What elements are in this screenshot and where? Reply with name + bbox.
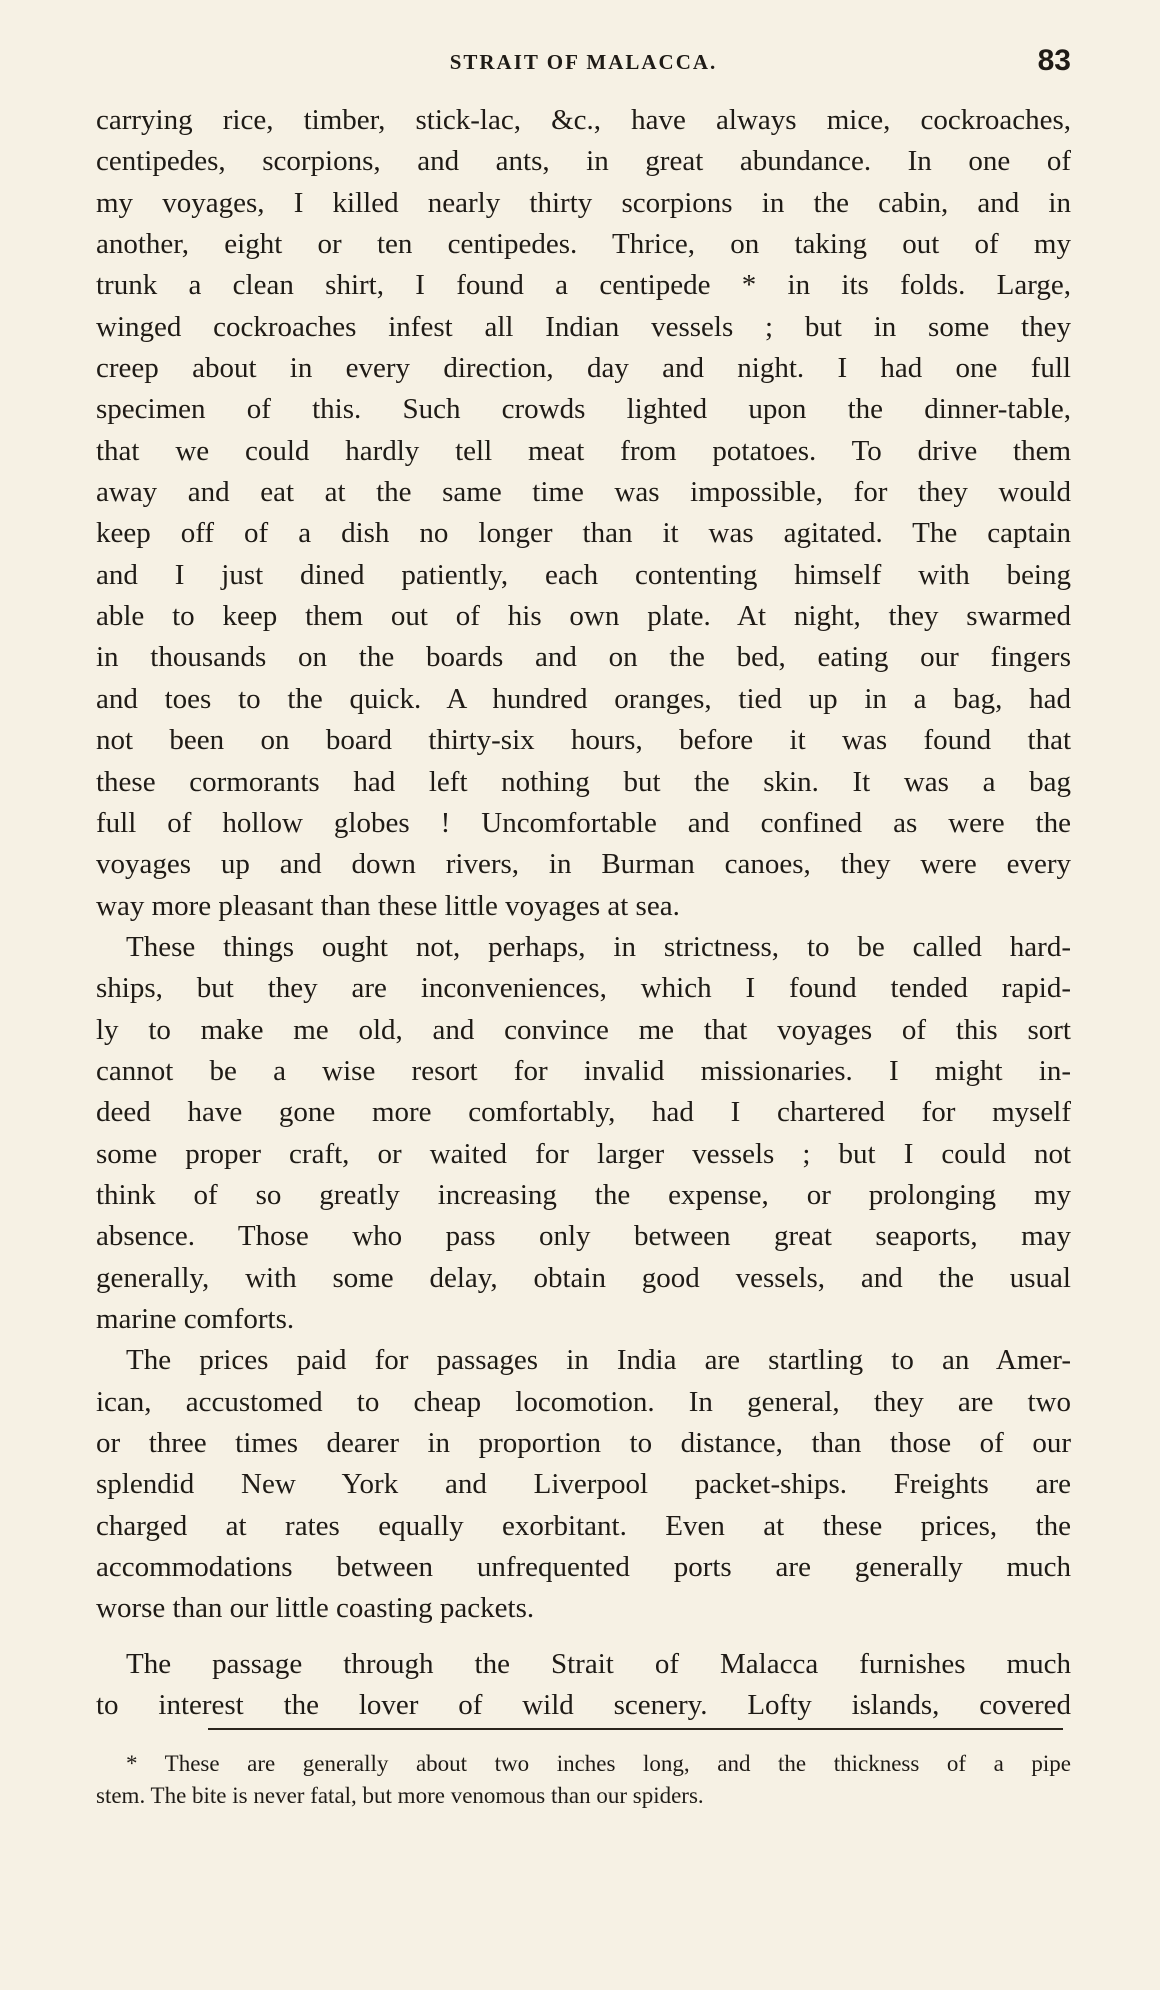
text-line: able to keep them out of his own plate. At night, they swarmed [96, 600, 1071, 633]
text-line: my voyages, I killed nearly thirty scorpions in the cabin, and in [96, 186, 1071, 219]
text-line: The passage through the Strait of Malacca furnishes much [126, 1647, 1071, 1680]
text-line: trunk a clean shirt, I found a centipede * in its folds. Large, [96, 269, 1071, 302]
running-title: STRAIT OF MALACCA. [449, 50, 718, 74]
text-line: absence. Those who pass only between great seaports, may [96, 1220, 1071, 1253]
text-line: ly to make me old, and convince me that voyages of this sort [96, 1013, 1071, 1046]
page-number: 83 [1037, 44, 1071, 77]
text-line: cannot be a wise resort for invalid missionaries. I might in- [96, 1054, 1071, 1087]
text-line: voyages up and down rivers, in Burman canoes, they were every [96, 848, 1071, 881]
text-line: marine comforts. [96, 1302, 295, 1335]
text-line: full of hollow globes ! Uncomfortable and confined as were the [96, 806, 1071, 839]
text-line: generally, with some delay, obtain good vessels, and the usual [96, 1261, 1071, 1294]
text-line: in thousands on the boards and on the bed, eating our fingers [96, 641, 1071, 674]
text-line: way more pleasant than these little voyages at sea. [96, 889, 680, 922]
text-line: ships, but they are inconveniences, which I found tended rapid- [96, 972, 1071, 1005]
footnote-line: * These are generally about two inches long, and the thickness of a pipe [126, 1751, 1071, 1776]
text-line: creep about in every direction, day and night. I had one full [96, 352, 1071, 385]
text-line: ican, accustomed to cheap locomotion. In general, they are two [96, 1385, 1071, 1418]
text-line: accommodations between unfrequented ports are generally much [96, 1551, 1071, 1584]
body-text [96, 100, 1071, 1726]
text-line: carrying rice, timber, stick-lac, &c., have always mice, cockroaches, [96, 104, 1071, 136]
text-line: away and eat at the same time was impossible, for they would [96, 476, 1071, 509]
footnote-line: stem. The bite is never fatal, but more venomous than our spiders. [96, 1783, 704, 1808]
text-line: or three times dearer in proportion to distance, than those of our [96, 1427, 1071, 1459]
text-line: and toes to the quick. A hundred oranges, tied up in a bag, had [96, 682, 1071, 715]
text-line: that we could hardly tell meat from potatoes. To drive them [96, 434, 1071, 467]
text-line: worse than our little coasting packets. [96, 1592, 535, 1625]
text-line: specimen of this. Such crowds lighted upon the dinner-table, [96, 393, 1071, 426]
text-line: keep off of a dish no longer than it was agitated. The captain [96, 517, 1071, 550]
text-line: winged cockroaches infest all Indian vessels ; but in some they [96, 310, 1071, 343]
text-line: charged at rates equally exorbitant. Even at these prices, the [96, 1509, 1071, 1542]
running-head [96, 44, 1071, 84]
text-line: deed have gone more comfortably, had I chartered for myself [96, 1096, 1071, 1129]
text-line: centipedes, scorpions, and ants, in great abundance. In one of [96, 145, 1071, 178]
text-line: splendid New York and Liverpool packet-ships. Freights are [96, 1468, 1071, 1501]
footnote [96, 1748, 1071, 1812]
section-gap [96, 1630, 1071, 1644]
text-line: another, eight or ten centipedes. Thrice, on taking out of my [96, 228, 1071, 261]
text-line: not been on board thirty-six hours, before it was found that [96, 724, 1071, 757]
text-line: and I just dined patiently, each contenting himself with being [96, 558, 1071, 591]
text-line: These things ought not, perhaps, in strictness, to be called hard- [126, 930, 1071, 963]
text-line: think of so greatly increasing the expense, or prolonging my [96, 1178, 1071, 1211]
text-line: some proper craft, or waited for larger vessels ; but I could not [96, 1137, 1071, 1170]
text-line: to interest the lover of wild scenery. Lofty islands, covered [96, 1689, 1071, 1722]
footnote-divider [208, 1728, 1063, 1730]
text-line: The prices paid for passages in India are startling to an Amer- [126, 1344, 1071, 1377]
text-line: these cormorants had left nothing but the skin. It was a bag [96, 765, 1071, 798]
